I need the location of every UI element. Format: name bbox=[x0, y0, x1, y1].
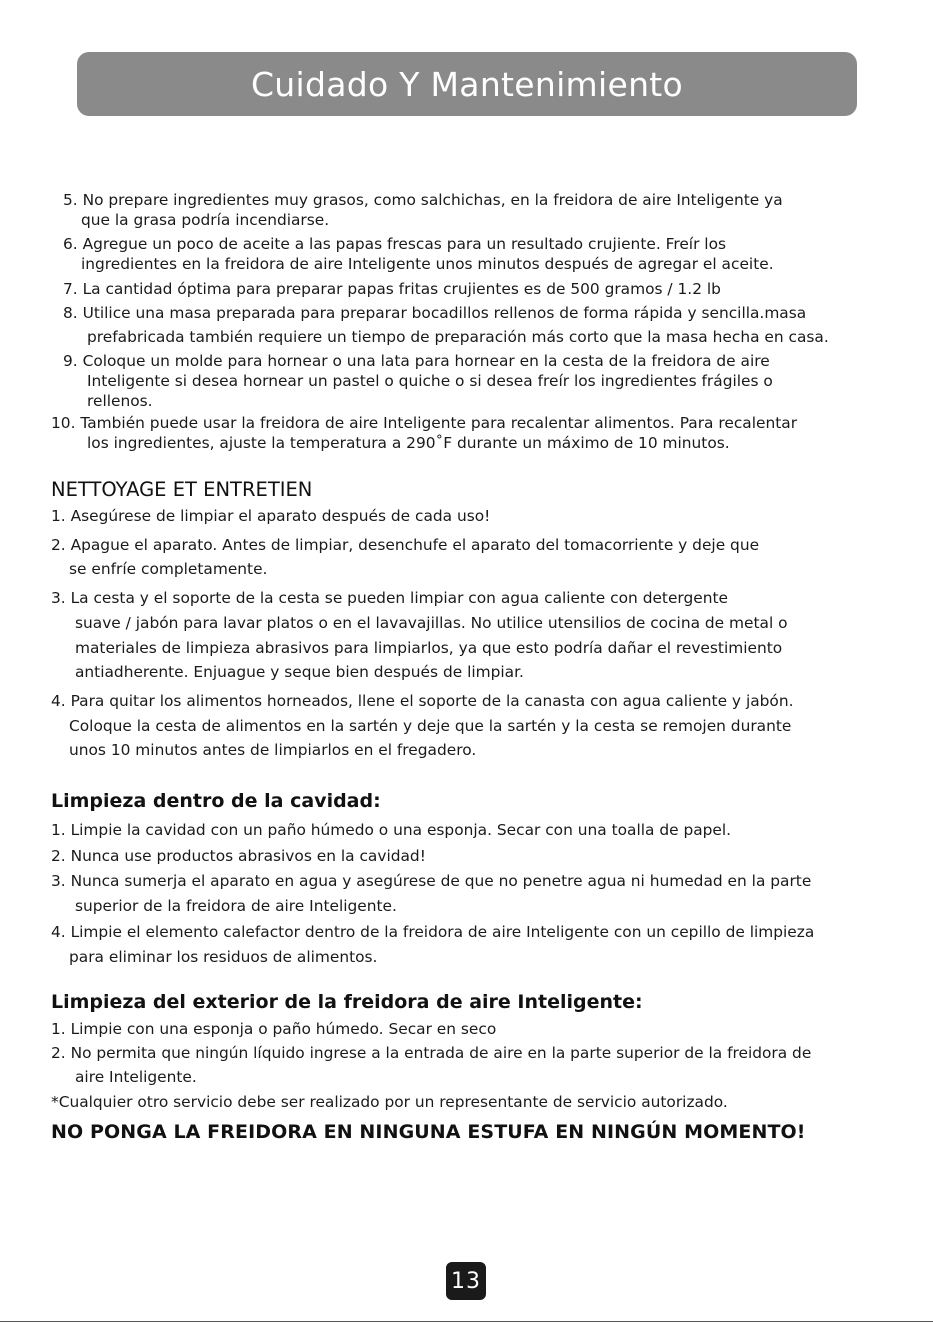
list-item: 1. Asegúrese de limpiar el aparato después de cada uso! bbox=[51, 507, 491, 525]
service-note: *Cualquier otro servicio debe ser realizado por un representante de servicio autorizado. bbox=[51, 1093, 728, 1111]
warning-notice: NO PONGA LA FREIDORA EN NINGUNA ESTUFA EN NINGÚN MOMENTO! bbox=[51, 1121, 806, 1143]
page-title: Cuidado Y Mantenimiento bbox=[250, 64, 684, 104]
list-item: 2. No permita que ningún líquido ingrese a la entrada de aire en la parte superior de la freidora de bbox=[51, 1044, 812, 1062]
tip-line: los ingredientes, ajuste la temperatura a 290˚F durante un máximo de 10 minutos. bbox=[87, 434, 730, 452]
tip-line: 7. La cantidad óptima para preparar papas fritas crujientes es de 500 gramos / 1.2 lb bbox=[63, 280, 721, 298]
tip-line: 10. También puede usar la freidora de aire Inteligente para recalentar alimentos. Para recalentar bbox=[51, 414, 798, 432]
tip-line: 8. Utilice una masa preparada para preparar bocadillos rellenos de forma rápida y sencilla.masa bbox=[63, 304, 807, 322]
tip-line: 6. Agregue un poco de aceite a las papas frescas para un resultado crujiente. Freír los bbox=[63, 235, 726, 253]
list-item: 3. Nunca sumerja el aparato en agua y asegúrese de que no penetre agua ni humedad en la parte bbox=[51, 872, 812, 890]
list-item: Coloque la cesta de alimentos en la sartén y deje que la sartén y la cesta se remojen durante bbox=[69, 717, 792, 735]
section-heading-nettoyage: NETTOYAGE ET ENTRETIEN bbox=[51, 478, 313, 501]
page-number-badge bbox=[446, 1262, 486, 1300]
list-item: 4. Para quitar los alimentos horneados, llene el soporte de la canasta con agua caliente y jabón. bbox=[51, 692, 794, 710]
tip-line: 5. No prepare ingredientes muy grasos, como salchichas, en la freidora de aire Inteligente ya bbox=[63, 191, 783, 209]
bottom-divider bbox=[0, 1321, 933, 1322]
tip-line: que la grasa podría incendiarse. bbox=[81, 211, 330, 229]
list-item: unos 10 minutos antes de limpiarlos en el fregadero. bbox=[69, 741, 477, 759]
list-item: 2. Apague el aparato. Antes de limpiar, desenchufe el aparato del tomacorriente y deje que bbox=[51, 536, 760, 554]
section-heading-exterior: Limpieza del exterior de la freidora de aire Inteligente: bbox=[51, 991, 643, 1013]
tip-line: Inteligente si desea hornear un pastel o quiche o si desea freír los ingredientes frágiles o bbox=[87, 372, 773, 390]
list-item: 2. Nunca use productos abrasivos en la cavidad! bbox=[51, 847, 426, 865]
list-item: 4. Limpie el elemento calefactor dentro de la freidora de aire Inteligente con un cepillo de limpieza bbox=[51, 923, 815, 941]
tip-line: rellenos. bbox=[87, 392, 153, 410]
page-number: 13 bbox=[451, 1268, 481, 1294]
tip-line: 9. Coloque un molde para hornear o una lata para hornear en la cesta de la freidora de aire bbox=[63, 352, 770, 370]
list-item: suave / jabón para lavar platos o en el lavavajillas. No utilice utensilios de cocina de metal o bbox=[75, 614, 788, 632]
list-item: 1. Limpie con una esponja o paño húmedo. Secar en seco bbox=[51, 1020, 497, 1038]
section-heading-cavidad: Limpieza dentro de la cavidad: bbox=[51, 790, 381, 812]
list-item: antiadherente. Enjuague y seque bien después de limpiar. bbox=[75, 663, 524, 681]
list-item: aire Inteligente. bbox=[75, 1068, 197, 1086]
list-item: para eliminar los residuos de alimentos. bbox=[69, 948, 378, 966]
tip-line: prefabricada también requiere un tiempo de preparación más corto que la masa hecha en casa. bbox=[87, 328, 829, 346]
list-item: 1. Limpie la cavidad con un paño húmedo o una esponja. Secar con una toalla de papel. bbox=[51, 821, 732, 839]
list-item: se enfríe completamente. bbox=[69, 560, 268, 578]
list-item: superior de la freidora de aire Inteligente. bbox=[75, 897, 397, 915]
list-item: 3. La cesta y el soporte de la cesta se pueden limpiar con agua caliente con detergente bbox=[51, 589, 728, 607]
title-banner bbox=[77, 52, 857, 116]
tip-line: ingredientes en la freidora de aire Inteligente unos minutos después de agregar el aceite. bbox=[81, 255, 774, 273]
list-item: materiales de limpieza abrasivos para limpiarlos, ya que esto podría dañar el revestimiento bbox=[75, 639, 783, 657]
